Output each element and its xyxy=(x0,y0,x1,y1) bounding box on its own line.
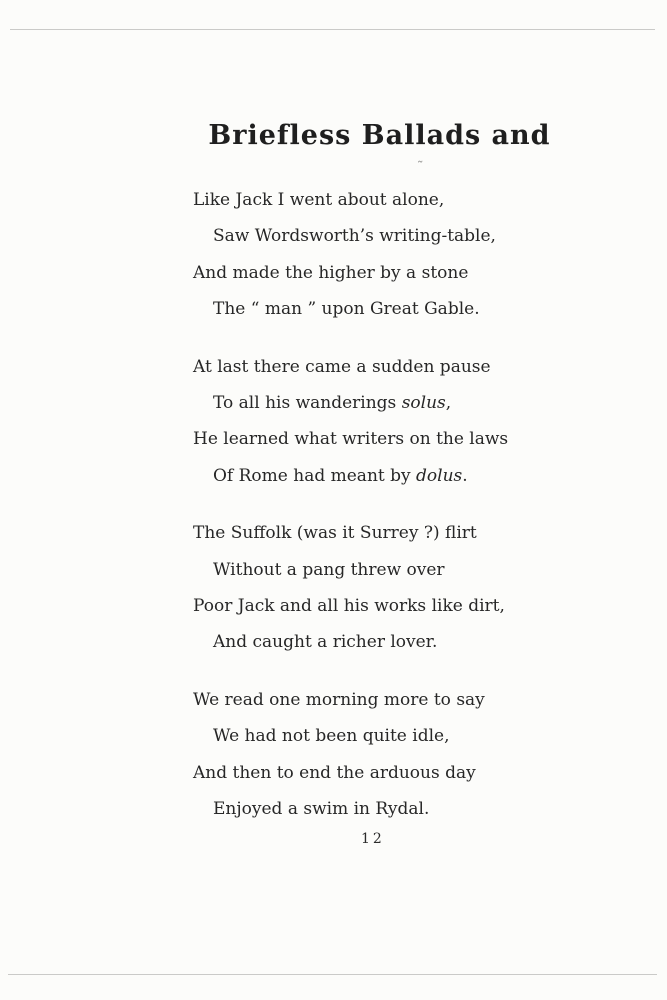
poem-word-italic: solus xyxy=(401,393,446,414)
poem-line xyxy=(193,718,508,754)
poem-text: Like Jack I went about alone, xyxy=(193,190,445,210)
poem-line xyxy=(193,588,508,624)
poem-text: . xyxy=(462,465,468,486)
stanza xyxy=(193,349,508,495)
poem-text: Without a pang threw over xyxy=(213,559,445,580)
poem-text: To all his wanderings xyxy=(213,393,402,414)
scan-edge-bottom xyxy=(8,974,657,975)
poem-text: , xyxy=(445,393,452,414)
poem-text: Of Rome had meant by xyxy=(213,465,417,486)
poem-text: Enjoyed a swim in Rydal. xyxy=(213,799,430,820)
page-number: 12 xyxy=(361,831,385,847)
poem-text: We had not been quite idle, xyxy=(213,726,450,747)
poem xyxy=(193,182,508,849)
poem-line xyxy=(193,218,508,254)
poem-text: The “ man ” upon Great Gable. xyxy=(213,299,480,320)
scan-edge-top xyxy=(10,29,655,30)
running-header: Briefless Ballads and xyxy=(208,120,551,151)
stanza xyxy=(193,182,508,328)
poem-text: Saw Wordsworth’s writing-table, xyxy=(213,226,496,247)
stanza xyxy=(193,515,508,661)
poem-line xyxy=(193,791,508,827)
poem-text: And then to end the arduous day xyxy=(193,762,476,783)
poem-text: We read one morning more to say xyxy=(193,689,485,710)
poem-word-italic: dolus xyxy=(416,465,463,486)
poem-line xyxy=(193,515,508,551)
poem-line xyxy=(193,755,508,791)
poem-text: And caught a richer lover. xyxy=(213,632,438,653)
poem-line xyxy=(193,421,508,457)
poem-text: He learned what writers on the laws xyxy=(193,429,509,450)
poem-line xyxy=(193,349,508,385)
poem-line xyxy=(193,182,508,218)
poem-line xyxy=(193,385,508,421)
poem-line xyxy=(193,682,508,718)
poem-line xyxy=(193,624,508,660)
poem-line xyxy=(193,291,508,327)
scan-mark: ˜ xyxy=(417,160,424,175)
poem-line xyxy=(193,255,508,291)
poem-text: The Suffolk (was it Surrey ?) flirt xyxy=(193,523,477,544)
poem-line xyxy=(193,552,508,588)
poem-line xyxy=(193,458,508,494)
stanza xyxy=(193,682,508,828)
poem-text: And made the higher by a stone xyxy=(193,262,469,283)
poem-text: Poor Jack and all his works like dirt, xyxy=(193,596,505,617)
poem-text: At last there came a sudden pause xyxy=(193,356,491,377)
